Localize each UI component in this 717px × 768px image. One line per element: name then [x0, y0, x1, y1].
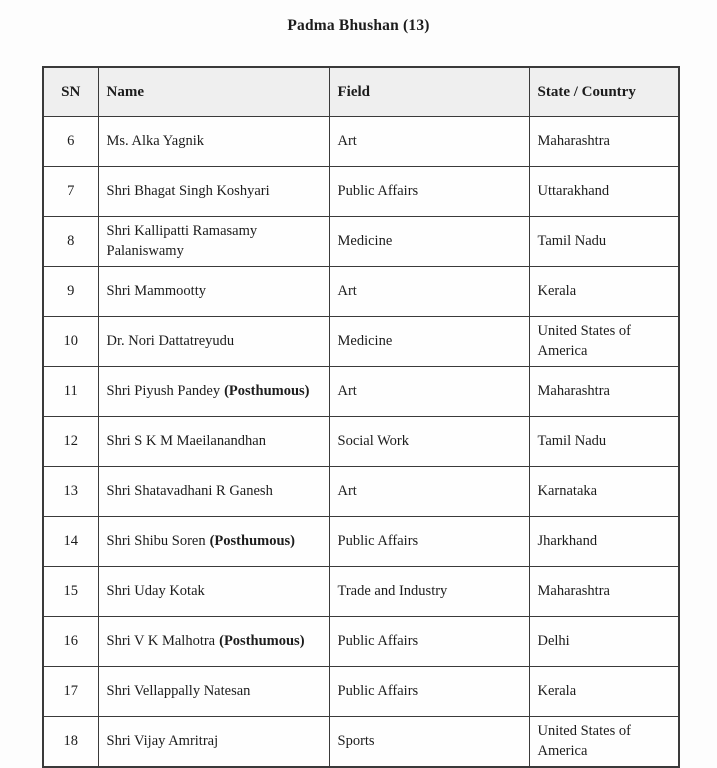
name-cell — [98, 417, 329, 467]
state-cell: Maharashtra — [529, 567, 679, 617]
field-cell: Public Affairs — [329, 517, 529, 567]
name-text: Shri Shibu Soren — [106, 532, 206, 549]
sn-cell: 12 — [43, 417, 98, 467]
name-cell — [98, 567, 329, 617]
name-cell — [98, 467, 329, 517]
table-row — [43, 717, 679, 768]
name-cell — [98, 517, 329, 567]
state-cell: Kerala — [529, 267, 679, 317]
name-cell — [98, 367, 329, 417]
name-text: Shri S K M Maeilanandhan — [106, 432, 266, 449]
table-row — [43, 367, 679, 417]
name-cell — [98, 717, 329, 768]
name-cell — [98, 617, 329, 667]
table-row — [43, 267, 679, 317]
name-cell — [98, 667, 329, 717]
field-cell: Medicine — [329, 217, 529, 267]
awards-table-header — [43, 67, 679, 117]
state-cell: Karnataka — [529, 467, 679, 517]
name-text: Shri Vellappally Natesan — [106, 682, 251, 699]
posthumous-label: (Posthumous) — [219, 632, 305, 649]
table-row — [43, 167, 679, 217]
name-cell — [98, 117, 329, 167]
table-row — [43, 567, 679, 617]
sn-cell: 16 — [43, 617, 98, 667]
table-row — [43, 417, 679, 467]
state-cell: Uttarakhand — [529, 167, 679, 217]
state-cell: Tamil Nadu — [529, 417, 679, 467]
name-text: Shri Piyush Pandey — [106, 382, 221, 399]
name-text: Shri Shatavadhani R Ganesh — [106, 482, 273, 499]
state-cell: Delhi — [529, 617, 679, 667]
name-text: Shri Bhagat Singh Koshyari — [106, 182, 270, 199]
name-text: Ms. Alka Yagnik — [106, 132, 204, 149]
sn-cell: 17 — [43, 667, 98, 717]
state-cell: United States of America — [529, 317, 679, 367]
state-cell: Tamil Nadu — [529, 217, 679, 267]
name-text: Shri Mammootty — [106, 282, 206, 299]
field-cell: Art — [329, 467, 529, 517]
field-cell: Art — [329, 117, 529, 167]
field-cell: Public Affairs — [329, 167, 529, 217]
name-text: Shri Uday Kotak — [106, 582, 205, 599]
state-cell: Jharkhand — [529, 517, 679, 567]
sn-cell: 15 — [43, 567, 98, 617]
table-row — [43, 217, 679, 267]
header-field: Field — [329, 67, 529, 117]
name-cell — [98, 267, 329, 317]
name-cell — [98, 317, 329, 367]
field-cell: Social Work — [329, 417, 529, 467]
name-text: Shri Kallipatti Ramasamy Palaniswamy — [106, 222, 258, 259]
table-row — [43, 617, 679, 667]
sn-cell: 7 — [43, 167, 98, 217]
sn-cell: 14 — [43, 517, 98, 567]
state-cell: Kerala — [529, 667, 679, 717]
page-title: Padma Bhushan (13) — [287, 17, 430, 34]
field-cell: Public Affairs — [329, 667, 529, 717]
name-text: Shri V K Malhotra — [106, 632, 216, 649]
state-cell: Maharashtra — [529, 117, 679, 167]
field-cell: Art — [329, 267, 529, 317]
sn-cell: 10 — [43, 317, 98, 367]
table-row — [43, 517, 679, 567]
field-cell: Sports — [329, 717, 529, 768]
sn-cell: 11 — [43, 367, 98, 417]
sn-cell: 13 — [43, 467, 98, 517]
field-cell: Public Affairs — [329, 617, 529, 667]
name-cell — [98, 217, 329, 267]
header-row — [43, 67, 679, 117]
header-name: Name — [98, 67, 329, 117]
posthumous-label: (Posthumous) — [209, 532, 295, 549]
state-cell: Maharashtra — [529, 367, 679, 417]
sn-cell: 6 — [43, 117, 98, 167]
awards-table-body — [43, 117, 679, 768]
sn-cell: 8 — [43, 217, 98, 267]
name-text: Dr. Nori Dattatreyudu — [106, 332, 235, 349]
header-state: State / Country — [529, 67, 679, 117]
field-cell: Art — [329, 367, 529, 417]
table-row — [43, 667, 679, 717]
table-row — [43, 117, 679, 167]
state-cell: United States of America — [529, 717, 679, 768]
name-cell — [98, 167, 329, 217]
table-row — [43, 467, 679, 517]
posthumous-label: (Posthumous) — [224, 382, 310, 399]
field-cell: Trade and Industry — [329, 567, 529, 617]
table-row — [43, 317, 679, 367]
sn-cell: 9 — [43, 267, 98, 317]
header-sn: SN — [43, 67, 98, 117]
field-cell: Medicine — [329, 317, 529, 367]
awards-table — [42, 66, 680, 768]
sn-cell: 18 — [43, 717, 98, 768]
name-text: Shri Vijay Amritraj — [106, 732, 219, 749]
